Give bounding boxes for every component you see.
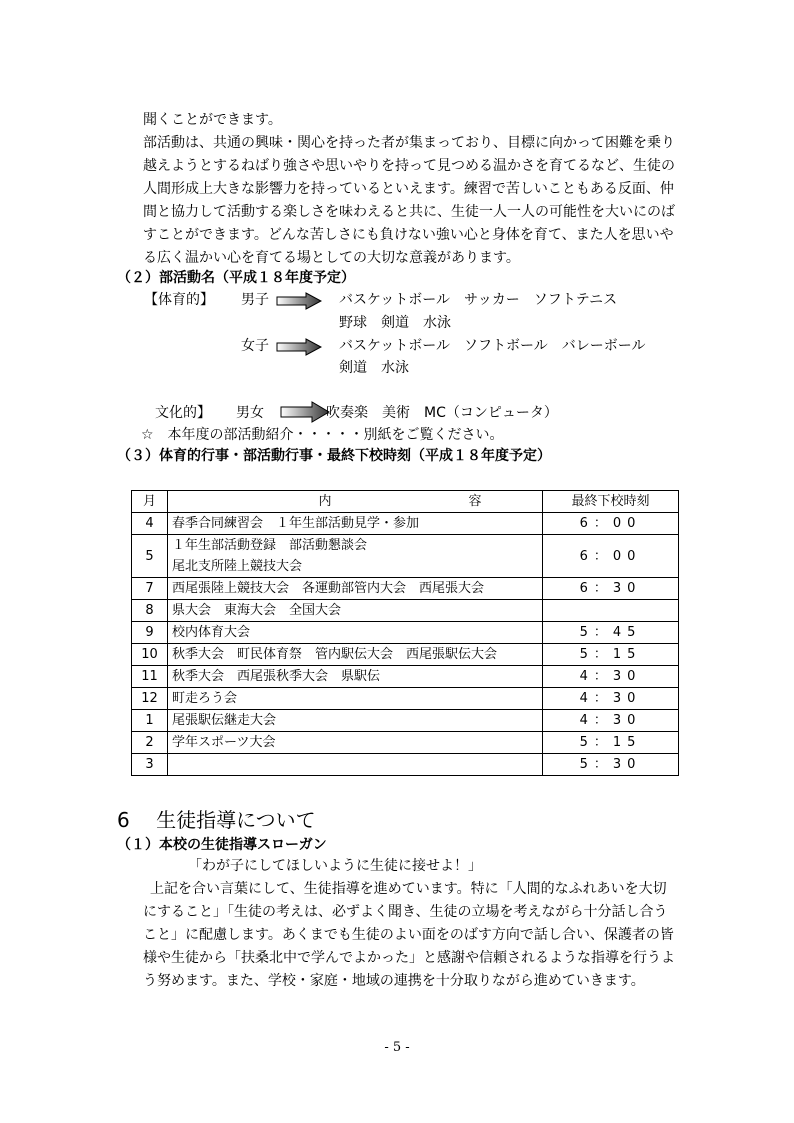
table-row (132, 578, 679, 600)
time-cell: 4：30 (543, 666, 679, 688)
month-cell: 1 (132, 710, 168, 732)
content-line: 秋季大会 町民体育祭 管内駅伝大会 西尾張駅伝大会 (172, 647, 498, 662)
guidance-subheading: （１）本校の生徒指導スローガン (117, 837, 327, 853)
intro-line: る広く温かい心を育てる場としての大切な意義があります。 (143, 250, 520, 266)
content-line: 町走ろう会 (172, 691, 238, 706)
schedule-heading: （３）体育的行事・部活動行事・最終下校時刻（平成１８年度予定） (117, 448, 551, 464)
girls-label: 女子 (241, 338, 269, 354)
guidance-paragraph (143, 878, 684, 993)
table-row (132, 535, 679, 578)
girls-clubs-line: バスケットボール ソフトボール バレーボール (339, 338, 646, 354)
table-header-row (132, 491, 679, 513)
month-cell: 12 (132, 688, 168, 710)
content-cell (168, 688, 543, 710)
time-cell: 6：00 (543, 535, 679, 578)
clubs-note: ☆ 本年度の部活動紹介・・・・・別紙をご覧ください。 (141, 427, 504, 443)
table-row (132, 688, 679, 710)
month-cell: 5 (132, 535, 168, 578)
table-row (132, 600, 679, 622)
boys-clubs-line: バスケットボール サッカー ソフトテニス (339, 292, 618, 308)
time-cell: 6：00 (543, 513, 679, 535)
month-header: 月 (132, 491, 168, 513)
page-number: - 5 - (384, 1040, 410, 1055)
content-cell (168, 754, 543, 776)
guidance-line: 上記を合い言葉にして、生徒指導を進めています。特に「人間的なふれあいを大切 (150, 881, 667, 897)
table-row (132, 732, 679, 754)
content-line: 秋季大会 西尾張秋季大会 県駅伝 (172, 669, 381, 684)
content-cell (168, 644, 543, 666)
content-line: 西尾張陸上競技大会 各運動部管内大会 西尾張大会 (172, 581, 485, 596)
time-cell (543, 600, 679, 622)
month-cell: 3 (132, 754, 168, 776)
intro-line: 越えようとするねばり強さや思いやりを持って見つめる温かさを育てるなど、生徒の (143, 158, 675, 174)
arrow-right-icon (280, 401, 330, 423)
culture-clubs-line: 吹奏楽 美術 MC（コンピュータ） (326, 405, 558, 421)
arrow-right-icon (276, 292, 322, 310)
time-cell: 6：30 (543, 578, 679, 600)
content-cell (168, 732, 543, 754)
content-line: 学年スポーツ大会 (172, 735, 276, 750)
time-header: 最終下校時刻 (543, 491, 679, 513)
slogan: 「わが子にしてほしいように生徒に接せよ！」 (188, 858, 482, 874)
table-row (132, 754, 679, 776)
month-cell: 11 (132, 666, 168, 688)
intro-line: 人間形成上大きな影響力を持っているといえます。練習で苦しいこともある反面、仲 (143, 181, 674, 197)
time-cell: 5：45 (543, 622, 679, 644)
guidance-line: う努めます。また、学校・家庭・地域の連携を十分取りながら進めていきます。 (143, 973, 645, 989)
guidance-line: 様や生徒から「扶桑北中で学んでよかった」と感謝や信頼されるような指導を行うよ (143, 950, 675, 966)
table-row (132, 644, 679, 666)
content-header-right: 容 (468, 494, 482, 509)
content-header (168, 491, 543, 513)
section-title: 6 生徒指導について (117, 808, 316, 832)
content-cell (168, 710, 543, 732)
month-cell: 8 (132, 600, 168, 622)
content-cell (168, 600, 543, 622)
content-cell (168, 535, 543, 578)
time-cell: 5：30 (543, 754, 679, 776)
content-line: 尾張駅伝継走大会 (172, 713, 277, 728)
content-line: 県大会 東海大会 全国大会 (172, 603, 342, 618)
culture-label: 文化的】 (155, 405, 211, 421)
month-cell: 2 (132, 732, 168, 754)
intro-line: 聞くことができます。 (143, 112, 282, 128)
month-cell: 9 (132, 622, 168, 644)
boys-label: 男子 (241, 292, 269, 308)
schedule-table (131, 490, 679, 776)
clubs-heading: （２）部活動名（平成１８年度予定） (117, 270, 355, 286)
table-row (132, 710, 679, 732)
time-cell: 4：30 (543, 710, 679, 732)
content-header-left: 内 (318, 494, 332, 509)
month-cell: 4 (132, 513, 168, 535)
time-cell: 5：15 (543, 644, 679, 666)
intro-paragraph (143, 109, 683, 270)
table-row (132, 513, 679, 535)
month-cell: 10 (132, 644, 168, 666)
intro-line: 間と協力して活動する楽しさを味わえると共に、生徒一人一人の可能性を大いにのば (143, 204, 675, 220)
content-cell (168, 622, 543, 644)
mixed-label: 男女 (236, 405, 264, 421)
month-cell: 7 (132, 578, 168, 600)
content-cell (168, 513, 543, 535)
table-row (132, 622, 679, 644)
content-line: 春季合同練習会 １年生部活動見学・参加 (172, 516, 420, 531)
table-row (132, 666, 679, 688)
guidance-line: にすること」「生徒の考えは、必ずよく聞き、生徒の立場を考えながら十分話し合う (143, 904, 668, 920)
girls-clubs-line: 剣道 水泳 (339, 360, 409, 376)
content-line: １年生部活動登録 部活動懇談会 (172, 538, 368, 553)
content-cell (168, 666, 543, 688)
intro-line: 部活動は、共通の興味・関心を持った者が集まっており、目標に向かって困難を乗り (143, 135, 675, 151)
time-cell: 5：15 (543, 732, 679, 754)
sports-label: 【体育的】 (144, 292, 214, 308)
content-cell (168, 578, 543, 600)
guidance-line: こと」に配慮します。あくまでも生徒のよい面をのばす方向で話し合い、保護者の皆 (143, 927, 674, 943)
arrow-right-icon (276, 338, 322, 356)
content-line: 尾北支所陸上競技大会 (172, 559, 303, 574)
content-line: 校内体育大会 (172, 625, 251, 640)
boys-clubs-line: 野球 剣道 水泳 (339, 315, 451, 331)
intro-line: すことができます。どんな苦しさにも負けない強い心と身体を育て、また人を思いや (143, 227, 674, 243)
time-cell: 4：30 (543, 688, 679, 710)
